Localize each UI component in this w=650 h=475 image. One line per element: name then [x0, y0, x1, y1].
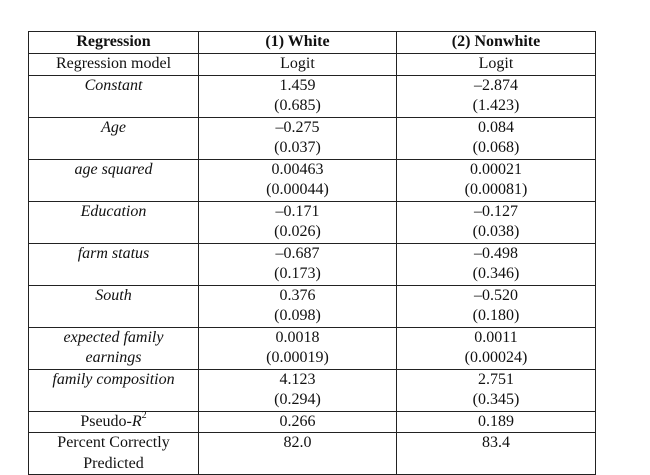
variable-nonwhite-cell — [397, 117, 596, 159]
variable-label-line: Education — [80, 202, 147, 220]
white-coefficient: 1.459 — [279, 76, 316, 94]
header-nonwhite: (2) Nonwhite — [397, 32, 596, 54]
variable-label-line: South — [95, 286, 132, 304]
header-regression: Regression — [29, 32, 199, 54]
variable-row — [29, 285, 596, 327]
variable-label — [29, 75, 199, 117]
variable-label — [29, 243, 199, 285]
white-coefficient: –0.275 — [275, 118, 320, 136]
variable-label — [29, 201, 199, 243]
white-standard-error: (0.098) — [274, 307, 321, 324]
nonwhite-standard-error: (0.346) — [472, 265, 520, 282]
model-nonwhite: Logit — [397, 54, 596, 76]
percent-correct-label-line: Percent Correctly — [57, 434, 170, 451]
nonwhite-coefficient: –0.127 — [474, 202, 518, 220]
white-standard-error: (0.037) — [274, 139, 321, 156]
variable-row — [29, 201, 596, 243]
nonwhite-standard-error: (0.345) — [472, 391, 520, 408]
nonwhite-coefficient: 0.084 — [478, 118, 514, 136]
nonwhite-standard-error: (0.038) — [472, 223, 520, 240]
variable-row — [29, 75, 596, 117]
pseudo-r2-var: R — [131, 412, 142, 430]
variable-label-line: Age — [101, 118, 126, 136]
variable-label — [29, 117, 199, 159]
variable-label-line: family composition — [52, 370, 175, 388]
nonwhite-standard-error: (0.180) — [472, 307, 520, 324]
white-coefficient: 0.0018 — [275, 328, 320, 346]
variable-nonwhite-cell — [397, 285, 596, 327]
variable-nonwhite-cell — [397, 201, 596, 243]
pseudo-r2-prefix: Pseudo- — [80, 412, 132, 430]
variable-white-cell — [199, 159, 397, 201]
variable-label — [29, 159, 199, 201]
nonwhite-coefficient: –2.874 — [474, 76, 518, 94]
variable-nonwhite-cell — [397, 369, 596, 411]
variable-white-cell — [199, 117, 397, 159]
percent-correct-label-line: Predicted — [83, 454, 144, 472]
white-standard-error: (0.294) — [274, 391, 321, 408]
pseudo-r2-label — [29, 411, 199, 433]
nonwhite-coefficient: 0.00021 — [470, 160, 522, 178]
nonwhite-coefficient: 2.751 — [478, 370, 514, 388]
pseudo-r2-white: 0.266 — [199, 411, 397, 433]
nonwhite-standard-error: (1.423) — [472, 97, 520, 114]
nonwhite-coefficient: –0.520 — [474, 286, 518, 304]
variable-row — [29, 243, 596, 285]
percent-correct-white: 82.0 — [199, 433, 397, 475]
variable-white-cell — [199, 369, 397, 411]
white-standard-error: (0.173) — [274, 265, 321, 282]
pseudo-r2-sup: 2 — [141, 410, 147, 422]
variable-white-cell — [199, 201, 397, 243]
variable-label-line: expected family — [63, 328, 164, 346]
model-row — [29, 54, 596, 76]
regression-table — [28, 31, 596, 475]
white-coefficient: 0.376 — [279, 286, 316, 304]
variable-nonwhite-cell — [397, 75, 596, 117]
percent-correct-nonwhite: 83.4 — [397, 433, 596, 475]
model-label: Regression model — [29, 54, 199, 76]
variable-white-cell — [199, 243, 397, 285]
table-body — [29, 32, 596, 475]
nonwhite-standard-error: (0.00024) — [464, 349, 528, 366]
white-standard-error: (0.00044) — [266, 181, 329, 198]
variable-white-cell — [199, 327, 397, 369]
header-row — [29, 32, 596, 54]
variable-row — [29, 369, 596, 411]
variable-nonwhite-cell — [397, 243, 596, 285]
nonwhite-standard-error: (0.068) — [472, 139, 520, 156]
pseudo-r2-nonwhite: 0.189 — [397, 411, 596, 433]
white-coefficient: 4.123 — [279, 370, 316, 388]
white-standard-error: (0.00019) — [266, 349, 329, 366]
pseudo-r2-row — [29, 411, 596, 433]
percent-correct-label — [29, 433, 199, 475]
variable-label-line: earnings — [85, 349, 142, 366]
nonwhite-standard-error: (0.00081) — [464, 181, 528, 198]
variable-label — [29, 369, 199, 411]
variable-label-line: Constant — [84, 76, 143, 94]
variable-label-line: farm status — [77, 244, 150, 262]
variable-label-line: age squared — [74, 160, 153, 178]
nonwhite-coefficient: 0.0011 — [474, 328, 518, 346]
nonwhite-coefficient: –0.498 — [474, 244, 518, 262]
variable-nonwhite-cell — [397, 159, 596, 201]
white-coefficient: –0.171 — [275, 202, 320, 220]
header-white: (1) White — [199, 32, 397, 54]
variable-white-cell — [199, 75, 397, 117]
variable-white-cell — [199, 285, 397, 327]
percent-correct-row — [29, 433, 596, 475]
variable-nonwhite-cell — [397, 327, 596, 369]
variable-row — [29, 159, 596, 201]
white-coefficient: 0.00463 — [271, 160, 324, 178]
model-white: Logit — [199, 54, 397, 76]
white-standard-error: (0.685) — [274, 97, 321, 114]
variable-row — [29, 117, 596, 159]
variable-label — [29, 285, 199, 327]
white-coefficient: –0.687 — [275, 244, 320, 262]
white-standard-error: (0.026) — [274, 223, 321, 240]
variable-row — [29, 327, 596, 369]
variable-label — [29, 327, 199, 369]
